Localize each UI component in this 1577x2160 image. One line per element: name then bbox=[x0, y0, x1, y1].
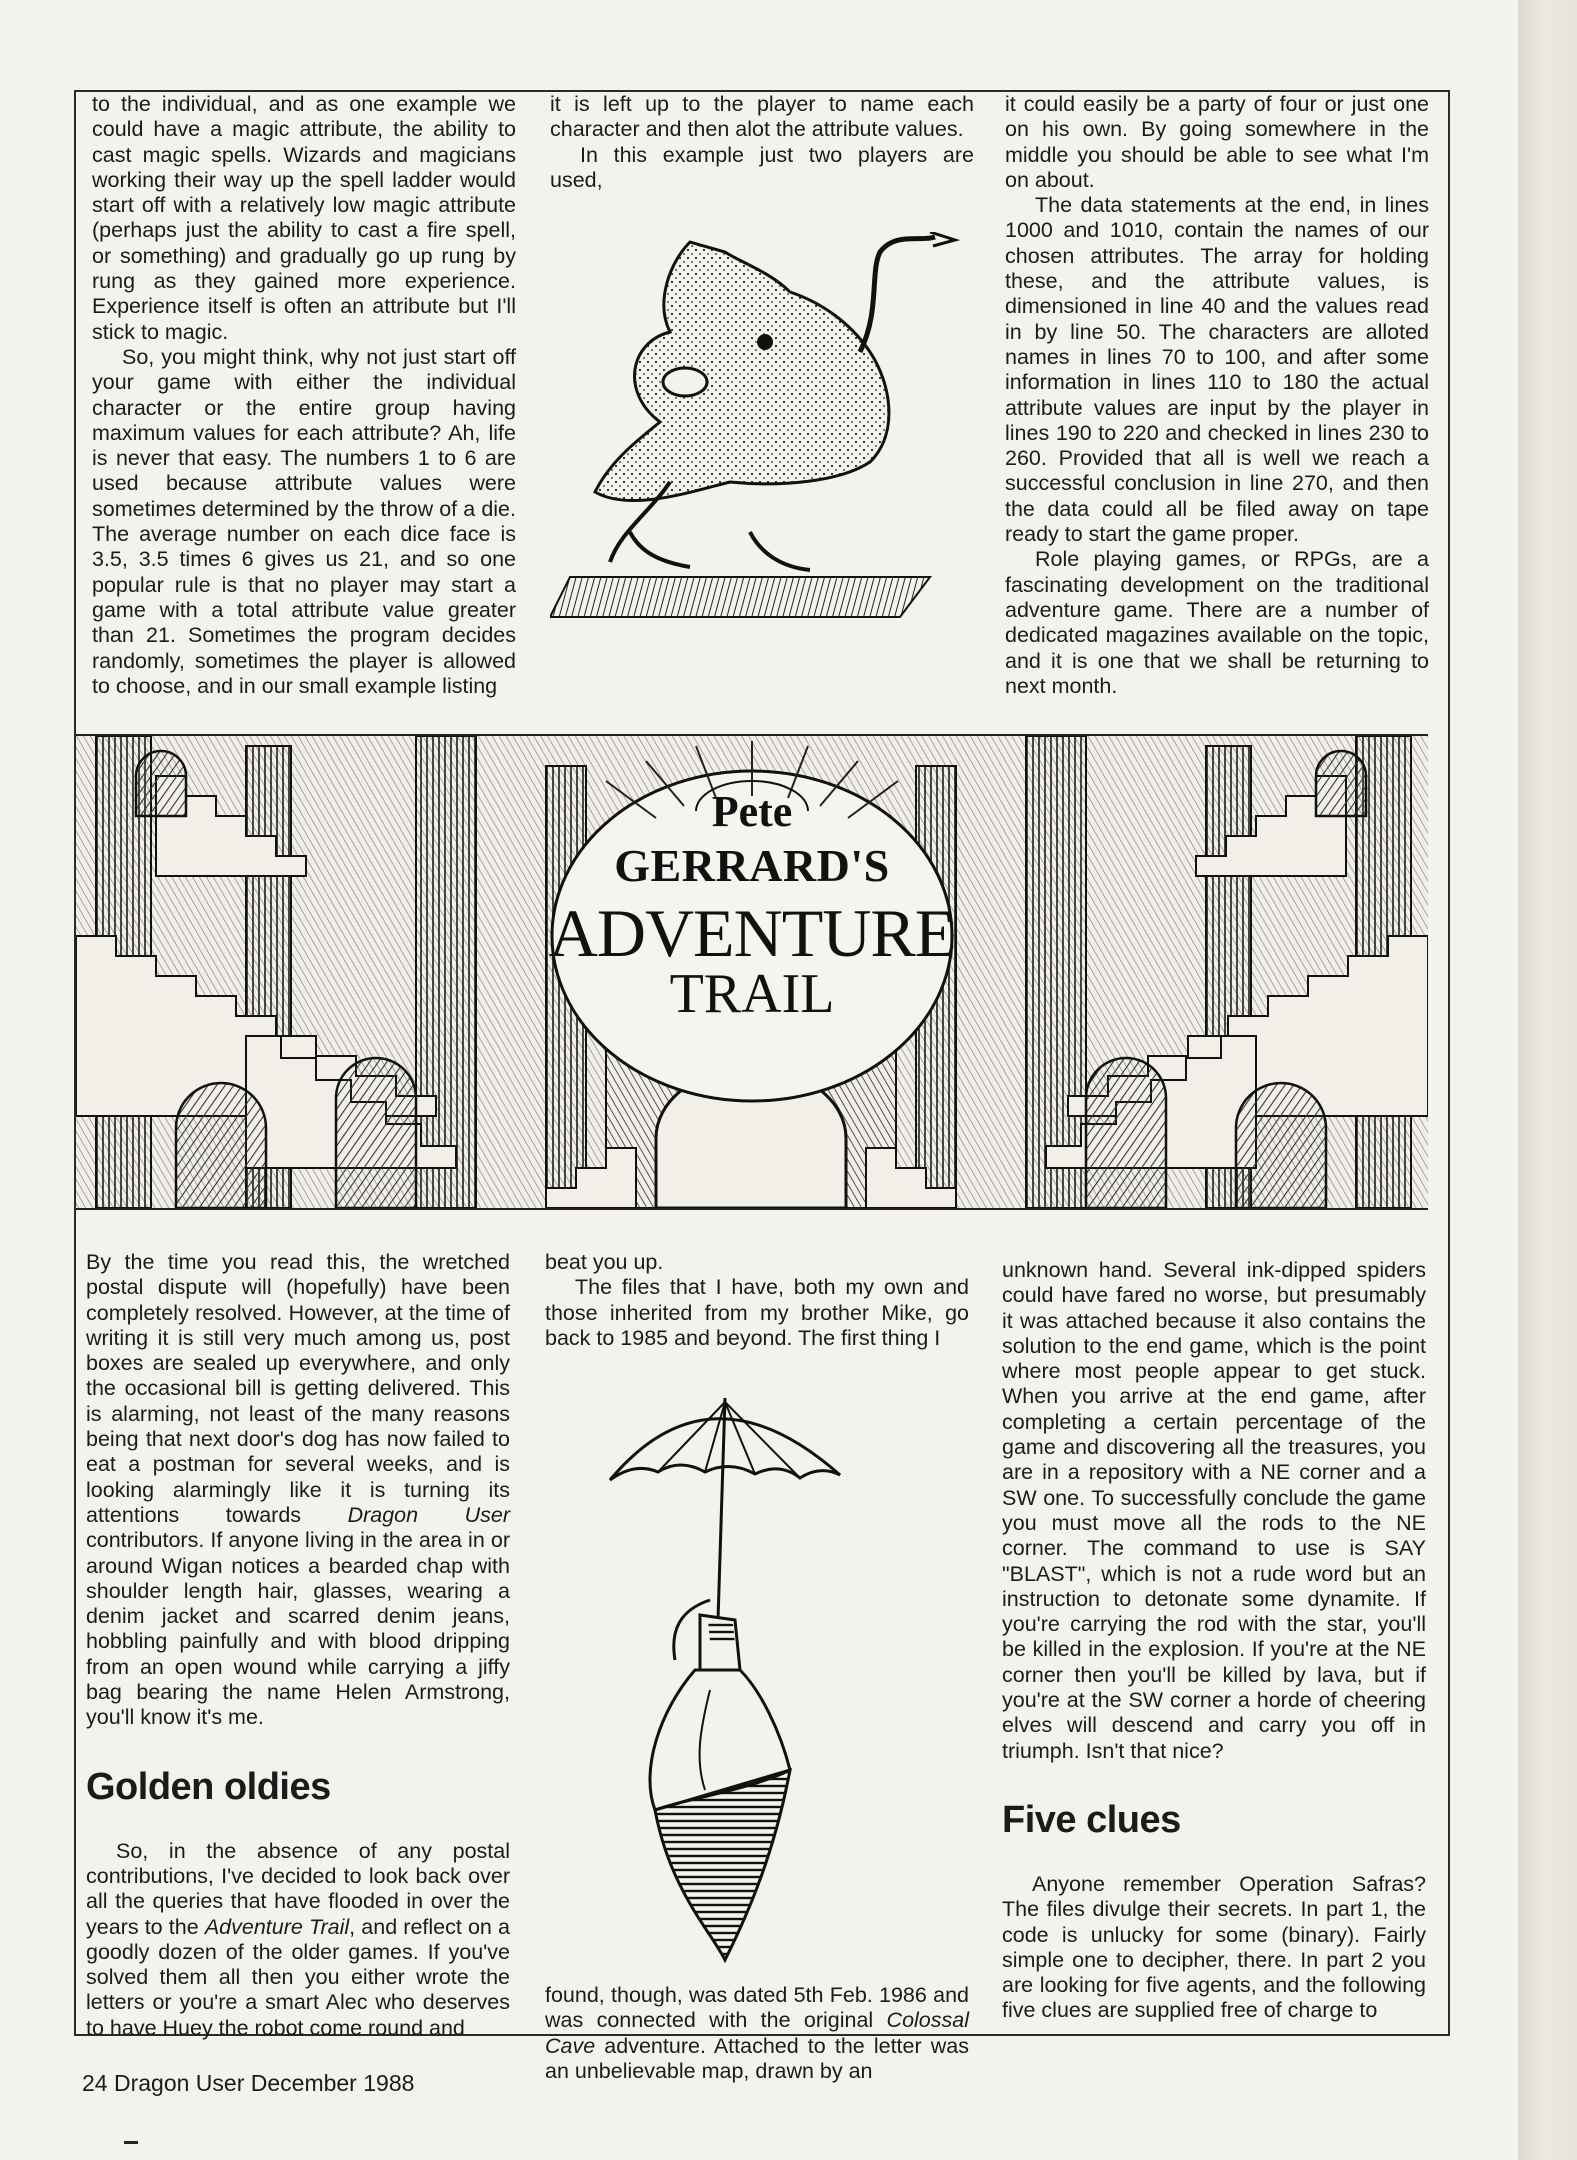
text-run: found, though, was dated 5th Feb. 1986 and was connected with the original bbox=[545, 1983, 969, 2033]
text-run: adventure. Attached to the letter was an unbelievable map, drawn by an bbox=[545, 2033, 969, 2083]
bottom-column-3 bbox=[1002, 1258, 1426, 2024]
text-run: By the time you read this, the wretched postal dispute will (hopefully) have been completely resolved. However, at the time of writing it is still very much among us, post boxes are sealed up everywhere, and only the occasional bill is getting delivered. This is alarming, not least of the many reasons being that next door's dog has now failed to eat a postman for several weeks, and is looking alarmingly like it is turning its attentions towards bbox=[86, 1250, 510, 1527]
adventure-trail-banner bbox=[76, 734, 1428, 1210]
text-run: So, in the absence of any postal contributions, I've decided to look back over all the queries that have flooded in over the years to the bbox=[86, 1838, 510, 1939]
section-heading-golden-oldies: Golden oldies bbox=[86, 1765, 331, 1808]
top-column-1 bbox=[92, 92, 516, 699]
top-column-2 bbox=[550, 92, 974, 193]
paragraph bbox=[545, 1983, 969, 2084]
paragraph: The data statements at the end, in lines 1000 and 1010, contain the names of our chosen attributes. The array for holding these, and the attribute values, is dimensioned in line 40 and the values read in by line 50. The characters are alloted names in lines 70 to 100, and after some information in lines 110 to 180 the actual attribute values are input by the player in lines 190 to 220 and checked in lines 230 to 260. Provided that all is well we reach a successful conclusion in line 270, and then the data could all be filed away on tape ready to start the game proper. bbox=[1005, 193, 1429, 547]
paragraph: The files that I have, both my own and those inherited from my brother Mike, go back to 1985 and beyond. The first thing I bbox=[545, 1275, 969, 1350]
magazine-name: Dragon User bbox=[347, 1502, 510, 1527]
paragraph: beat you up. bbox=[545, 1250, 664, 1274]
paragraph: In this example just two players are used, bbox=[550, 142, 974, 192]
banner-architecture-illustration bbox=[76, 736, 1428, 1208]
banner-author-last: GERRARD'S bbox=[614, 840, 890, 891]
paragraph: unknown hand. Several ink-dipped spiders could have fared no worse, but presumably it was attached because it also contains the solution to the end game, which is the point where most people appear to get stuck. When you arrive at the end game, after completing a certain percentage of the game and discovering all the treasures, you are in a repository with a NE corner and a SW one. To successfully conclude the game you must move all the rods to the NE corner. The command to use is SAY "BLAST", which is not a rude word but an instruction to detonate some dynamite. If you're carrying the rod with the star, you'll be killed in the explosion. If you're at the NE corner then you'll be killed by lava, but if you're at the SW corner a horde of cheering elves will descend and carry you off in triumph. Isn't that nice? bbox=[1002, 1258, 1426, 1763]
bottom-column-2-end bbox=[545, 1983, 969, 2084]
text-run: , and reflect on a goodly dozen of the older games. If you've solved them all then you either wrote the letters or you're a smart Alec who deserves to have Huey the robot come round and bbox=[86, 1914, 510, 2040]
text-run: contributors. If anyone living in the area in or around Wigan notices a bearded chap with shoulder length hair, glasses, wearing a denim jacket and scarred denim jeans, hobbling painfully and with blood dripping from an open wound while carrying a jiffy bag bearing the name Helen Armstrong, you'll know it's me. bbox=[86, 1528, 510, 1730]
paragraph: it is left up to the player to name each character and then alot the attribute values. bbox=[550, 92, 974, 142]
bottom-column-2 bbox=[545, 1250, 969, 1351]
page-footer: 24 Dragon User December 1988 bbox=[82, 2070, 415, 2096]
paragraph: So, you might think, why not just start off your game with either the individual character or the entire group having maximum values for each attribute? Ah, life is never that easy. The numbers 1 to 6 are used because attribute values were sometimes determined by the throw of a die. The average number on each dice face is 3.5, 3.5 times 6 gives us 21, and so one popular rule is that no player may start a game with a total attribute value greater than 21. Sometimes the program decides randomly, sometimes the player is allowed to choose, and in our small example listing bbox=[92, 344, 516, 698]
paragraph: Role playing games, or RPGs, are a fascinating development on the traditional adventure game. There are a number of dedicated magazines available on the topic, and it is one that we shall be returning to next month. bbox=[1005, 547, 1429, 698]
paragraph: it could easily be a party of four or just one on his own. By going somewhere in the middle you should be able to see what I'm on about. bbox=[1005, 92, 1429, 192]
dragon-illustration bbox=[550, 232, 980, 652]
column-name: Adventure Trail bbox=[204, 1914, 350, 1939]
bottom-column-1 bbox=[86, 1250, 510, 2041]
wizard-umbrella-illustration bbox=[600, 1370, 850, 1970]
paragraph: Anyone remember Operation Safras? The files divulge their secrets. In part 1, the code is unlucky for some (binary). Fairly simple one to decipher, there. In part 2 you are looking for five agents, and the following five clues are supplied free of charge to bbox=[1002, 1871, 1426, 2023]
game-title: Colossal Cave bbox=[545, 2008, 969, 2058]
paragraph: to the individual, and as one example we could have a magic attribute, the ability to cast magic spells. Wizards and magicians working their way up the spell ladder would start off with a relatively low magic attribute (perhaps just the ability to cast a fire spell, or something) and gradually go up rung by rung as they gained more experience. Experience itself is often an attribute but I'll stick to magic. bbox=[92, 92, 516, 344]
banner-title-trail: TRAIL bbox=[669, 963, 835, 1025]
page-mark bbox=[124, 2141, 138, 2144]
top-column-3 bbox=[1005, 92, 1429, 699]
banner-author-first: Pete bbox=[711, 787, 793, 836]
banner-title-adventure: ADVENTURE bbox=[548, 895, 956, 971]
paragraph bbox=[86, 1250, 510, 1731]
section-heading-five-clues: Five clues bbox=[1002, 1798, 1181, 1841]
paragraph bbox=[86, 1839, 510, 2041]
page-edge bbox=[1518, 0, 1577, 2160]
